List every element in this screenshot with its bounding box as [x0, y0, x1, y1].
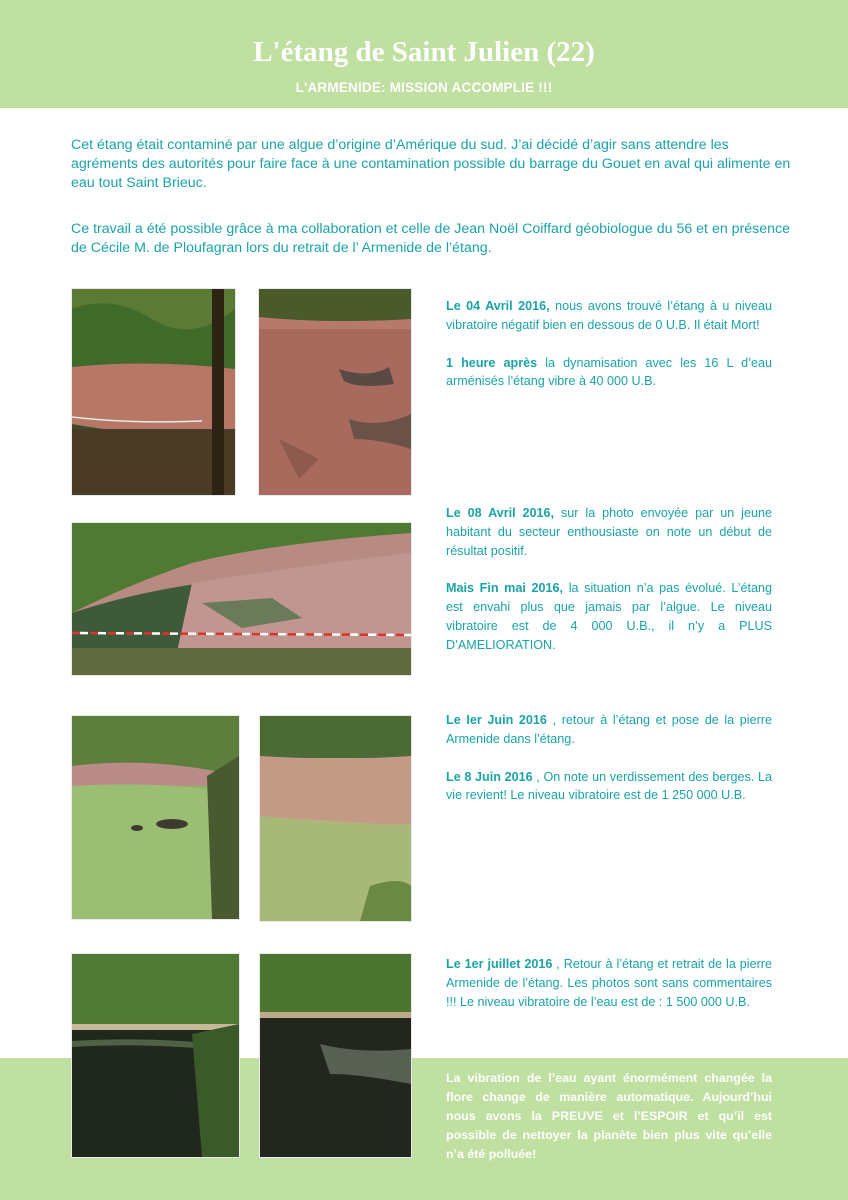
section-3-body-a: , retour à l’étang et pose de la pierre Armenide dans l’étang. [446, 713, 772, 746]
section-3-paragraph-a [446, 711, 772, 749]
section-1-body-a: nous avons trouvé l’étang à u niveau vibratoire négatif bien en dessous de 0 U.B. Il était Mort! [446, 299, 773, 332]
section-3-text [446, 711, 772, 805]
section-2-date-b: Mais Fin mai 2016, [446, 581, 564, 596]
section-2-paragraph-b [446, 579, 772, 654]
photo-pond-july-reflection-right [259, 953, 412, 1158]
section-2-paragraph-a [446, 504, 772, 560]
section-3-date-a: Le Ier Juin 2016 [446, 713, 547, 727]
photo-pond-june-green-shore [71, 715, 240, 920]
section-1-paragraph-a [446, 297, 772, 335]
section-1-body-b: la dynamisation avec les 16 L d’eau arménisés l’étang vibre à 40 000 U.B. [446, 355, 773, 389]
page-subtitle: L'ARMENIDE: MISSION ACCOMPLIE !!! [295, 80, 553, 95]
photo-pond-april-surface [258, 288, 412, 496]
section-2-date-a: Le 08 Avril 2016, [446, 506, 555, 520]
section-1-text [446, 297, 772, 391]
section-3-date-b: Le 8 Juin 2016 [446, 769, 533, 784]
photo-pond-april-wide [71, 522, 412, 676]
section-4-date-a: Le 1er juillet 2016 [446, 957, 553, 971]
section-1-date-b: 1 heure après [446, 355, 538, 370]
section-4-body-a: , Retour à l’étang et retrait de la pierre Armenide de l’étang. Les photos sont sans commentaires !!! Le niveau vibratoire de l’eau est de : 1 500 000 U.B. [446, 957, 772, 1009]
section-3-paragraph-b [446, 768, 772, 806]
section-4-paragraph-a [446, 955, 772, 1011]
section-2-body-a: sur la photo envoyée par un jeune habitant du secteur enthousiaste on note un début de résultat positif. [446, 506, 772, 558]
photo-pond-june-surface [259, 715, 412, 922]
footer-conclusion-text: La vibration de l’eau ayant énormément changée la flore change de manière automatique. Aujourd’hui nous avons la PREUVE et l’ESPOIR et qu’il est possible de nettoyer la planète bien plus vite qu’elle n’a été polluée! [446, 1071, 772, 1161]
section-2-text [446, 504, 772, 655]
photo-pond-july-reflection-left [71, 953, 240, 1158]
section-4-text [446, 955, 772, 1011]
intro-paragraph-1: Cet étang était contaminé par une algue d’origine d’Amérique du sud. J’ai décidé d’agir sans attendre les agréments des autorités pour faire face à une contamination possible du barrage du Gouet en aval qui alimente en eau tout Saint Brieuc. [71, 137, 791, 191]
intro-paragraph-2: Ce travail a été possible grâce à ma collaboration et celle de Jean Noël Coiffard géobiologue du 56 et en présence de Cécile M. de Ploufagran lors du retrait de l’ Armenide de l’étang. [71, 221, 791, 256]
section-1-paragraph-b [446, 354, 772, 392]
section-1-date-a: Le 04 Avril 2016, [446, 299, 550, 313]
section-3-body-b: , On note un verdissement des berges. La vie revient! Le niveau vibratoire est de 1 250 000 U.B. [446, 769, 772, 803]
page-title: L'étang de Saint Julien (22) [253, 36, 595, 68]
section-2-body-b: la situation n’a pas évolué. L’étang est envahi plus que jamais par l’algue. Le niveau vibratoire est de 4 000 U.B., il n’y a PLUS D’AMELIORATION. [446, 581, 772, 652]
photo-pond-april-shore [71, 288, 236, 496]
